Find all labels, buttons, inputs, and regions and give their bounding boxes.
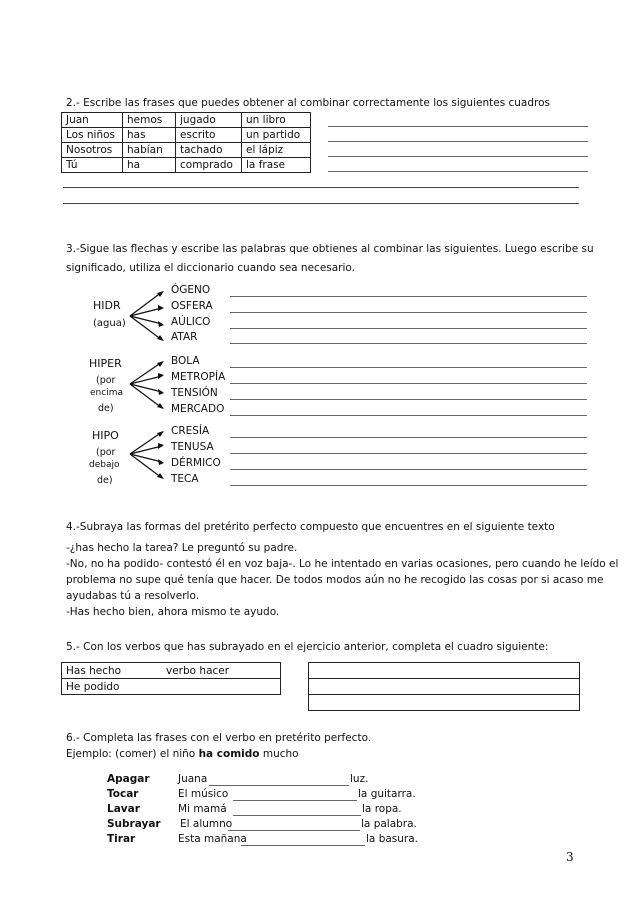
exercise-2-table xyxy=(61,112,311,173)
table-cell: un partido xyxy=(242,128,311,143)
table-cell[interactable] xyxy=(162,679,281,695)
text-line: -Has hecho bien, ahora mismo te ayudo. xyxy=(66,606,280,618)
table-row xyxy=(62,158,311,173)
page-number: 3 xyxy=(566,850,574,864)
root-word: MERCADO xyxy=(171,403,225,415)
root-word: DÉRMICO xyxy=(171,457,221,469)
text-line: -No, no ha podido- contestó él en voz baja-. Lo he intentado en varias ocasiones, pero cuando he leído el xyxy=(66,558,619,570)
root-word: OSFERA xyxy=(171,300,213,312)
table-cell: jugado xyxy=(176,113,242,128)
answer-line[interactable] xyxy=(328,126,588,127)
answer-line[interactable] xyxy=(230,485,587,486)
table-row xyxy=(62,663,281,679)
answer-line[interactable] xyxy=(230,343,587,344)
answer-line[interactable] xyxy=(230,383,587,384)
prefix-label: HIDR xyxy=(93,299,121,312)
sentence-end: la guitarra. xyxy=(358,788,416,800)
prefix-meaning: encima xyxy=(90,388,123,398)
example-suffix: mucho xyxy=(259,748,299,760)
sentence-start: Mi mamá xyxy=(178,803,227,815)
exercise-5-title: 5.- Con los verbos que has subrayado en el ejercicio anterior, completa el cuadro siguiente: xyxy=(66,641,549,653)
table-row xyxy=(309,663,580,679)
answer-line[interactable] xyxy=(230,312,587,313)
table-cell: Has hecho xyxy=(62,663,163,679)
table-cell[interactable] xyxy=(309,663,580,679)
exercise-6-example xyxy=(66,748,299,761)
prefix-meaning: de) xyxy=(97,475,113,486)
table-cell: un libro xyxy=(242,113,311,128)
exercise-3-title-cont: significado, utiliza el diccionario cuando sea necesario. xyxy=(66,262,355,274)
answer-line[interactable] xyxy=(328,171,588,172)
root-word: METROPÍA xyxy=(171,371,226,383)
table-row xyxy=(62,113,311,128)
table-cell: Juan xyxy=(62,113,123,128)
exercise-4-title: 4.-Subraya las formas del pretérito perfecto compuesto que encuentres en el siguiente texto xyxy=(66,521,555,533)
text-line: problema no supe qué tenía que hacer. De todos modos aún no he recogido las cosas por si acaso me xyxy=(66,574,604,586)
verb-label: Tocar xyxy=(107,788,139,800)
answer-line[interactable] xyxy=(230,296,587,297)
arrow-fan-icon xyxy=(128,360,168,420)
fill-blank[interactable] xyxy=(228,830,360,831)
table-row xyxy=(62,679,281,695)
table-cell: tachado xyxy=(176,143,242,158)
sentence-end: la ropa. xyxy=(362,803,402,815)
table-cell: escrito xyxy=(176,128,242,143)
table-cell: Tú xyxy=(62,158,123,173)
sentence-end: la palabra. xyxy=(361,818,417,830)
table-cell: has xyxy=(123,128,176,143)
table-cell: comprado xyxy=(176,158,242,173)
sentence-start: El músico xyxy=(178,788,229,800)
table-cell: habían xyxy=(123,143,176,158)
prefix-meaning: (por xyxy=(96,447,116,458)
verb-label: Lavar xyxy=(107,803,140,815)
root-word: CRESÍA xyxy=(171,425,210,437)
answer-line[interactable] xyxy=(230,367,587,368)
table-cell: ha xyxy=(123,158,176,173)
exercise-5-table-right xyxy=(308,662,580,711)
root-word: BOLA xyxy=(171,355,200,367)
verb-label: Tirar xyxy=(107,833,136,845)
example-prefix: Ejemplo: (comer) el niño xyxy=(66,748,199,760)
text-line: ayudabas tú a resolverlo. xyxy=(66,590,200,602)
exercise-3-title: 3.-Sigue las flechas y escribe las palabras que obtienes al combinar las siguientes. Luego escribe su xyxy=(66,243,594,255)
table-cell: He podido xyxy=(62,679,163,695)
answer-line[interactable] xyxy=(230,328,587,329)
sentence-end: luz. xyxy=(350,773,369,785)
answer-line[interactable] xyxy=(328,156,588,157)
table-cell[interactable] xyxy=(309,695,580,711)
fill-blank[interactable] xyxy=(233,815,361,816)
answer-line[interactable] xyxy=(63,203,579,204)
arrow-fan-icon xyxy=(128,430,168,490)
table-cell: Los niños xyxy=(62,128,123,143)
table-cell[interactable]: verbo hacer xyxy=(162,663,281,679)
prefix-meaning: (agua) xyxy=(93,318,126,329)
answer-line[interactable] xyxy=(230,437,587,438)
table-cell: hemos xyxy=(123,113,176,128)
root-word: AÚLICO xyxy=(171,316,211,328)
root-word: TENUSA xyxy=(171,441,214,453)
verb-label: Subrayar xyxy=(107,818,161,830)
table-row xyxy=(62,143,311,158)
table-row xyxy=(309,695,580,711)
sentence-start: Esta mañana xyxy=(178,833,247,845)
table-row xyxy=(309,679,580,695)
answer-line[interactable] xyxy=(230,453,587,454)
table-cell: Nosotros xyxy=(62,143,123,158)
root-word: ATAR xyxy=(171,331,198,343)
example-answer: ha comido xyxy=(198,748,260,760)
table-cell: el lápiz xyxy=(242,143,311,158)
answer-line[interactable] xyxy=(230,469,587,470)
text-line: -¿has hecho la tarea? Le preguntó su padre. xyxy=(66,542,298,554)
table-cell: la frase xyxy=(242,158,311,173)
fill-blank[interactable] xyxy=(241,845,365,846)
table-cell[interactable] xyxy=(309,679,580,695)
table-row xyxy=(62,128,311,143)
exercise-6-title: 6.- Completa las frases con el verbo en pretérito perfecto. xyxy=(66,732,372,744)
answer-line[interactable] xyxy=(230,415,587,416)
answer-line[interactable] xyxy=(328,141,588,142)
root-word: TENSIÓN xyxy=(171,387,218,399)
answer-line[interactable] xyxy=(230,399,587,400)
prefix-label: HIPO xyxy=(92,429,119,442)
sentence-start: Juana xyxy=(178,773,208,785)
prefix-meaning: de) xyxy=(98,403,114,414)
fill-blank[interactable] xyxy=(233,800,357,801)
prefix-label: HIPER xyxy=(89,357,122,370)
sentence-end: la basura. xyxy=(366,833,419,845)
answer-line[interactable] xyxy=(63,187,579,188)
exercise-5-table-left xyxy=(61,662,281,695)
arrow-fan-icon xyxy=(128,290,168,350)
prefix-meaning: (por xyxy=(96,375,116,386)
root-word: ÓGENO xyxy=(171,284,211,296)
fill-blank[interactable] xyxy=(209,785,349,786)
prefix-meaning: debajo xyxy=(89,460,120,470)
verb-label: Apagar xyxy=(107,773,150,785)
exercise-2-title: 2.- Escribe las frases que puedes obtener al combinar correctamente los siguientes cuadros xyxy=(66,97,551,109)
root-word: TECA xyxy=(171,473,199,485)
sentence-start: El alumno xyxy=(180,818,233,830)
